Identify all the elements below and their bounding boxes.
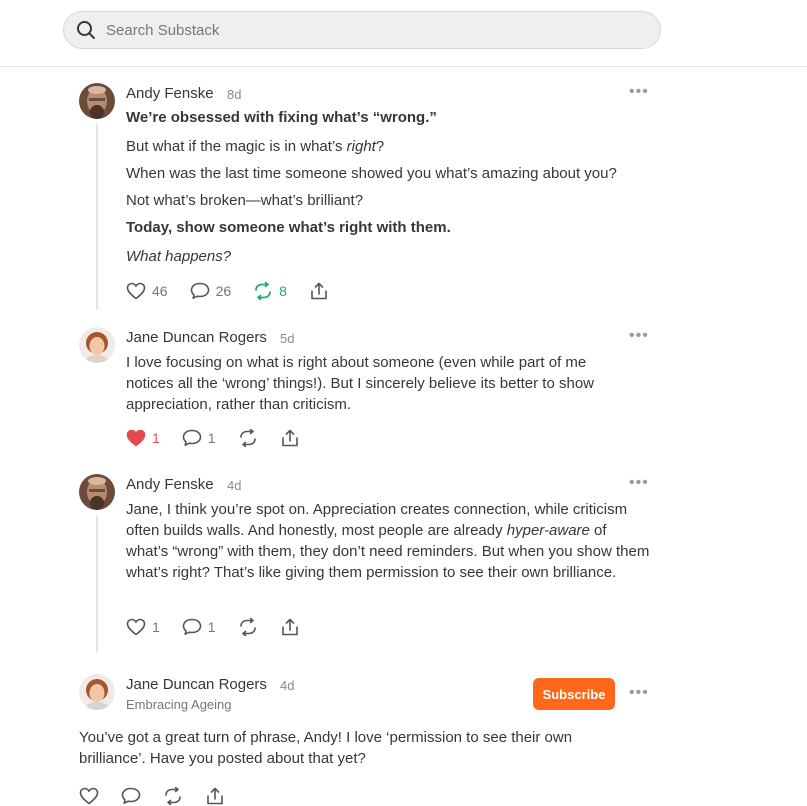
subscribe-button[interactable]: Subscribe: [533, 678, 615, 710]
post-time[interactable]: 8d: [227, 87, 242, 102]
restack-button[interactable]: [238, 429, 258, 447]
post-line-5: Today, show someone what’s right with them.: [126, 219, 451, 236]
share-button[interactable]: [309, 282, 329, 300]
search-bar[interactable]: [63, 11, 661, 49]
comment-button[interactable]: [182, 618, 216, 636]
share-icon: [205, 787, 225, 805]
share-button[interactable]: [280, 429, 300, 447]
post-line-1: We’re obsessed with fixing what’s “wrong.”: [126, 109, 437, 126]
comment-icon: [121, 787, 141, 805]
reply-actions: [79, 787, 247, 805]
share-icon: [280, 429, 300, 447]
thread-line: [96, 124, 98, 309]
comment-count: 1: [207, 430, 216, 446]
like-count: 1: [152, 430, 160, 446]
heart-icon: [126, 282, 146, 300]
like-button[interactable]: [79, 787, 99, 805]
comment-button[interactable]: [121, 787, 141, 805]
share-button[interactable]: [280, 618, 300, 636]
comment-count: 1: [207, 619, 216, 635]
comment-icon: [190, 282, 210, 300]
more-icon[interactable]: •••: [629, 83, 649, 100]
reply-time[interactable]: 4d: [280, 678, 295, 693]
share-icon: [309, 282, 329, 300]
post-actions: [126, 282, 351, 300]
restack-icon: [163, 787, 183, 805]
heart-icon: [126, 429, 146, 447]
restack-icon: [238, 429, 258, 447]
share-button[interactable]: [205, 787, 225, 805]
avatar[interactable]: [79, 474, 115, 510]
heart-icon: [126, 618, 146, 636]
reply-actions: [126, 618, 322, 636]
restack-button[interactable]: [163, 787, 183, 805]
like-button[interactable]: [126, 282, 168, 300]
reply-text: Jane, I think you’re spot on. Appreciation creates connection, while criticism often builds walls. And honestly, most people are already hyper-aware of what’s “wrong” with them, they don’t need reminders. But when you show them what’s right? That’s like giving them permission to see their own brilliance.: [126, 501, 650, 581]
comment-count: 26: [215, 283, 232, 299]
post-line-6: What happens?: [126, 248, 232, 265]
restack-button[interactable]: [253, 282, 287, 300]
reply-time[interactable]: 5d: [280, 331, 295, 346]
more-icon[interactable]: •••: [629, 327, 649, 344]
author-name[interactable]: Jane Duncan Rogers: [126, 329, 267, 346]
heart-icon: [79, 787, 99, 805]
avatar[interactable]: [79, 327, 115, 363]
comment-icon: [182, 618, 202, 636]
share-icon: [280, 618, 300, 636]
like-button[interactable]: [126, 618, 160, 636]
like-count: 1: [152, 619, 160, 635]
thread-line: [96, 516, 98, 652]
reply-actions: [126, 429, 322, 447]
like-count: 46: [152, 283, 168, 299]
author-name[interactable]: Andy Fenske: [126, 476, 214, 493]
post-line-4: Not what’s broken—what’s brilliant?: [126, 192, 364, 209]
like-button[interactable]: [126, 429, 160, 447]
reply-time[interactable]: 4d: [227, 478, 242, 493]
search-input[interactable]: [104, 21, 628, 40]
restack-count: 8: [279, 283, 287, 299]
author-name[interactable]: Jane Duncan Rogers: [126, 676, 267, 693]
avatar[interactable]: [79, 83, 115, 119]
post-line-3: When was the last time someone showed you what’s amazing about you?: [126, 165, 617, 182]
reply-text: You’ve got a great turn of phrase, Andy! I love ‘permission to see their own brilliance’. Have you posted about that yet?: [79, 729, 573, 767]
restack-button[interactable]: [238, 618, 258, 636]
more-icon[interactable]: •••: [629, 474, 649, 491]
avatar[interactable]: [79, 674, 115, 710]
author-name[interactable]: Andy Fenske: [126, 85, 214, 102]
comment-button[interactable]: [182, 429, 216, 447]
top-bar: [0, 0, 807, 67]
restack-icon: [238, 618, 258, 636]
post-line-2: But what if the magic is in what’s right?: [126, 138, 385, 155]
restack-icon: [253, 282, 273, 300]
more-icon[interactable]: •••: [629, 684, 649, 701]
reply-text: I love focusing on what is right about someone (even while part of me notices all the ‘wrong’ things!). But I sincerely believe its better to show appreciation, rather than criticism.: [126, 354, 595, 413]
comment-button[interactable]: [190, 282, 232, 300]
publication-name[interactable]: Embracing Ageing: [126, 697, 232, 712]
search-icon: [76, 20, 96, 40]
comment-icon: [182, 429, 202, 447]
